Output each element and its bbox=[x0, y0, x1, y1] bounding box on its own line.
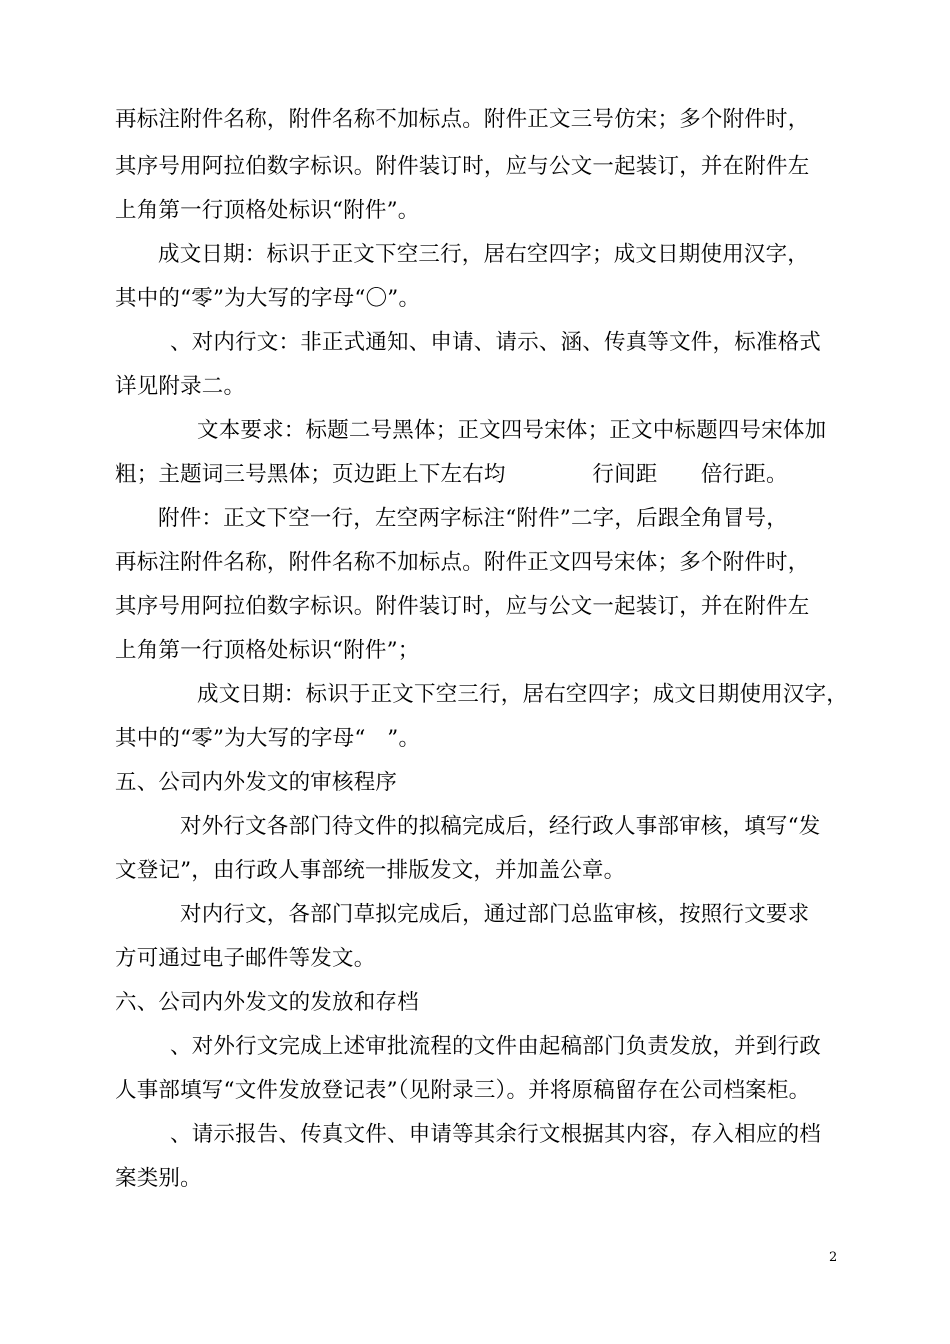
text-line: 详见附录二。 bbox=[115, 374, 246, 399]
text-line: 其序号用阿拉伯数字标识。附件装订时，应与公文一起装订，并在附件左 bbox=[115, 154, 810, 179]
text-line: 、对外行文完成上述审批流程的文件由起稿部门负责发放，并到行政 bbox=[170, 1034, 822, 1059]
text-line: 案类别。 bbox=[115, 1166, 202, 1191]
text-line: 其中的“零”为大写的字母“ ”。 bbox=[115, 726, 421, 751]
text-line: 文本要求：标题二号黑体；正文四号宋体；正文中标题四号宋体加 bbox=[197, 418, 827, 443]
text-line: 文登记”，由行政人事部统一排版发文，并加盖公章。 bbox=[115, 858, 626, 883]
text-line: 方可通过电子邮件等发文。 bbox=[115, 946, 376, 971]
text-line: 再标注附件名称，附件名称不加标点。附件正文四号宋体；多个附件时， bbox=[115, 550, 810, 575]
text-line: 人事部填写“文件发放登记表”（见附录三）。并将原稿留存在公司档案柜。 bbox=[115, 1078, 811, 1103]
text-line: 其序号用阿拉伯数字标识。附件装订时，应与公文一起装订，并在附件左 bbox=[115, 594, 810, 619]
page-number: 2 bbox=[829, 1250, 838, 1265]
text-line: 附件：正文下空一行，左空两字标注“附件”二字，后跟全角冒号， bbox=[158, 506, 788, 531]
text-line: 其中的“零”为大写的字母“〇”。 bbox=[115, 286, 421, 311]
text-line: 、请示报告、传真文件、申请等其余行文根据其内容，存入相应的档 bbox=[170, 1122, 822, 1147]
text-line: 粗；主题词三号黑体；页边距上下左右均 行间距 倍行距。 bbox=[115, 462, 788, 487]
section-heading: 六、公司内外发文的发放和存档 bbox=[115, 990, 419, 1015]
text-line: 、对内行文：非正式通知、申请、请示、涵、传真等文件，标准格式 bbox=[170, 330, 822, 355]
section-heading: 五、公司内外发文的审核程序 bbox=[115, 770, 398, 795]
text-line: 成文日期：标识于正文下空三行，居右空四字；成文日期使用汉字， bbox=[197, 682, 849, 707]
text-line: 对外行文各部门待文件的拟稿完成后，经行政人事部审核，填写“发 bbox=[180, 814, 821, 839]
text-line: 上角第一行顶格处标识“附件”。 bbox=[115, 198, 420, 223]
text-line: 上角第一行顶格处标识“附件”； bbox=[115, 638, 420, 663]
text-line: 对内行文，各部门草拟完成后，通过部门总监审核，按照行文要求 bbox=[180, 902, 810, 927]
text-line: 再标注附件名称，附件名称不加标点。附件正文三号仿宋；多个附件时， bbox=[115, 107, 810, 132]
text-line: 成文日期：标识于正文下空三行，居右空四字；成文日期使用汉字， bbox=[158, 242, 810, 267]
